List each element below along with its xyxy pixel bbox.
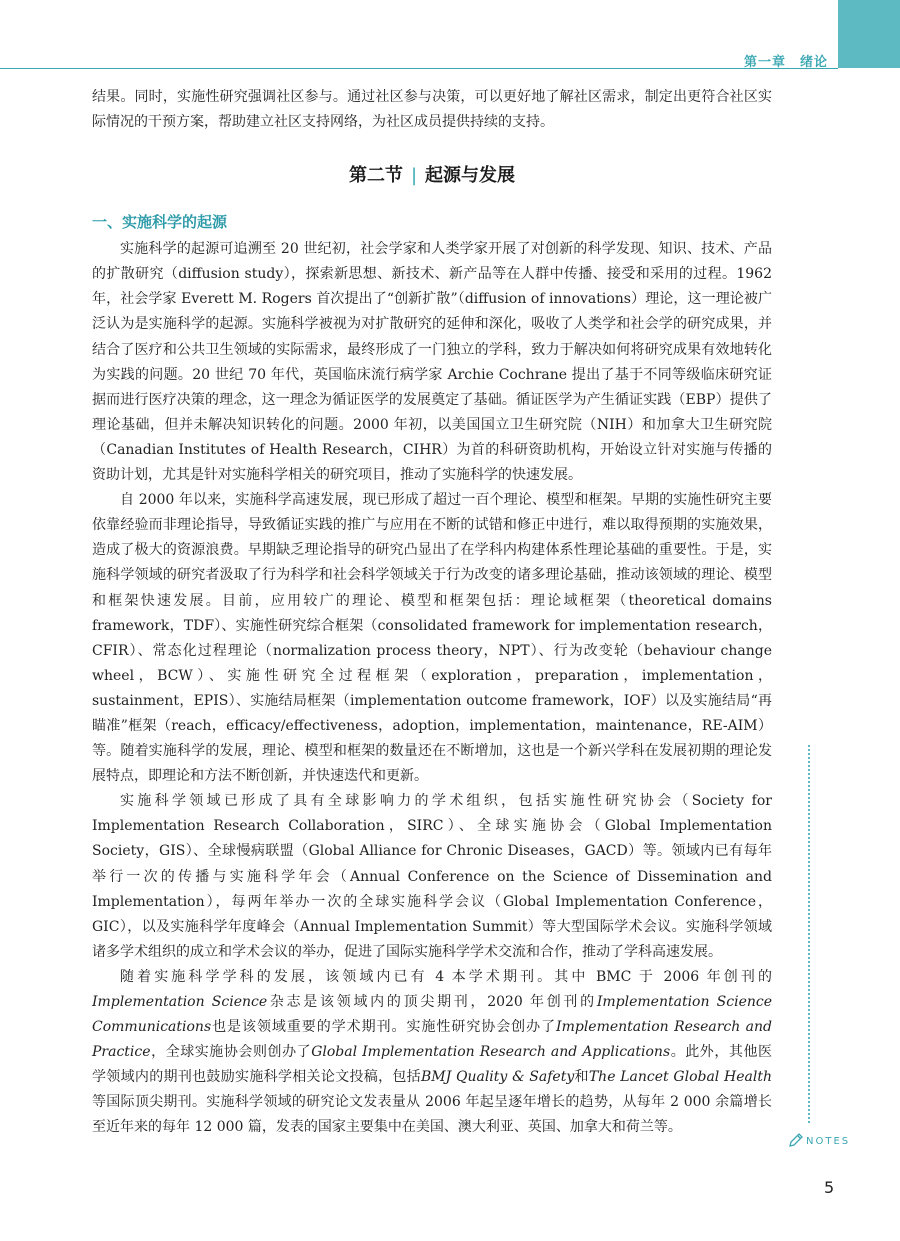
notes-margin-dotted-line: [808, 745, 810, 1123]
journals-text-3: 也是该领域重要的学术期刊。实施性研究协会创办了: [211, 1019, 557, 1036]
header-color-tab: [838, 0, 900, 68]
notes-text: NOTES: [806, 1136, 851, 1147]
section-number: 第二节: [348, 165, 403, 187]
running-head: 第一章 绪论: [743, 55, 828, 70]
intro-tail-paragraph: 结果。同时，实施性研究强调社区参与。通过社区参与决策，可以更好地了解社区需求，制定出更符合社区实际情况的干预方案，帮助建立社区支持网络，为社区成员提供持续的支持。: [92, 89, 772, 131]
page-body: [92, 85, 772, 1141]
journal-title: Global Implementation Research and Applications: [311, 1044, 671, 1061]
paragraph-organizations: 实施科学领域已形成了具有全球影响力的学术组织，包括实施性研究协会（Society for Implementation Research Collaboration，SIRC）、全球实施协会（Global Implementation Society，GIS）、全球慢病联盟（Global Alliance for Chronic Diseases，GACD）等。领域内已有每年举行一次的传播与实施科学年会（Annual Conference on the Science of Dissemination and Implementation），每两年举办一次的全球实施科学会议（Global Implementation Conference，GIC），以及实施科学年度峰会（Annual Implementation Summit）等大型国际学术会议。实施科学领域诸多学术组织的成立和学术会议的举办，促进了国际实施科学学术交流和合作，推动了学科高速发展。: [92, 793, 772, 960]
section-title: 起源与发展: [425, 165, 516, 187]
section-heading: [92, 161, 772, 187]
paragraph-origins: 实施科学的起源可追溯至 20 世纪初，社会学家和人类学家开展了对创新的科学发现、知识、技术、产品的扩散研究（diffusion study），探索新思想、新技术、新产品等在人群中传播、接受和采用的过程。1962 年，社会学家 Everett M. Rogers 首次提出了“创新扩散”（diffusion of innovations）理论，这一理论被广泛认为是实施科学的起源。实施科学被视为对扩散研究的延伸和深化，吸收了人类学和社会学的研究成果，并结合了医疗和公共卫生领域的实际需求，最终形成了一门独立的学科，致力于解决如何将研究成果有效地转化为实践的问题。20 世纪 70 年代，英国临床流行病学家 Archie Cochrane 提出了基于不同等级临床研究证据而进行医疗决策的理念，这一理念为循证医学的发展奠定了基础。循证医学为产生循证实践（EBP）提供了理论基础，但并未解决知识转化的问题。2000 年初，以美国国立卫生研究院（NIH）和加拿大卫生研究院（Canadian Institutes of Health Research，CIHR）为首的科研资助机构，开始设立针对实施与传播的资助计划，尤其是针对实施科学相关的研究项目，推动了实施科学的快速发展。: [92, 241, 772, 484]
pencil-icon: [788, 1132, 804, 1148]
journals-text-7: 等国际顶尖期刊。实施科学领域的研究论文发表量从 2006 年起呈逐年增长的趋势，从每年 2 000 余篇增长至近年来的每年 12 000 篇，发表的国家主要集中在美国、澳大利亚、英国、加拿大和荷兰等。: [92, 1094, 772, 1136]
page-number: 5: [824, 1178, 835, 1197]
paragraph-journals: [92, 965, 772, 1141]
journals-text-2: 杂志是该领域内的顶尖期刊，2020 年创刊的: [267, 994, 597, 1010]
journal-title: Implementation Science: [92, 994, 268, 1010]
journals-text-4: ，全球实施协会则创办了: [150, 1044, 312, 1061]
journals-text-5: 。此外，其他医学领域内的期刊也鼓励实施科学相关论文投稿，包括: [92, 1044, 773, 1086]
subsection-heading: 一、实施科学的起源: [92, 213, 228, 232]
journals-text-1: 随着实施科学学科的发展，该领域内已有 4 本学术期刊。其中 BMC 于 2006 年创刊的: [120, 968, 772, 985]
section-separator: |: [410, 165, 418, 187]
journal-title: The Lancet Global Health: [588, 1069, 772, 1086]
journal-title: Implementation Science Communications: [92, 994, 773, 1036]
journal-title: Implementation Research and Practice: [92, 1019, 773, 1061]
journals-text-6: 和: [574, 1069, 589, 1086]
paragraph-theories: 自 2000 年以来，实施科学高速发展，现已形成了超过一百个理论、模型和框架。早期的实施性研究主要依靠经验而非理论指导，导致循证实践的推广与应用在不断的试错和修正中进行，难以取得预期的实施效果，造成了极大的资源浪费。早期缺乏理论指导的研究凸显出了在学科内构建体系性理论基础的重要性。于是，实施科学领域的研究者汲取了行为科学和社会科学领域关于行为改变的诸多理论基础，推动该领域的理论、模型和框架快速发展。目前，应用较广的理论、模型和框架包括：理论域框架（theoretical domains framework，TDF）、实施性研究综合框架（consolidated framework for implementation research，CFIR）、常态化过程理论（normalization process theory，NPT）、行为改变轮（behaviour change wheel，BCW）、实施性研究全过程框架（exploration，preparation，implementation，sustainment，EPIS）、实施结局框架（implementation outcome framework，IOF）以及实施结局“再瞄准”框架（reach，efficacy/effectiveness，adoption，implementation，maintenance，RE-AIM）等。随着实施科学的发展，理论、模型和框架的数量还在不断增加，这也是一个新兴学科在发展初期的理论发展特点，即理论和方法不断创新，并快速迭代和更新。: [92, 492, 772, 785]
header-rule: [0, 68, 838, 69]
journal-title: BMJ Quality & Safety: [421, 1069, 575, 1086]
notes-label: [788, 1132, 850, 1148]
